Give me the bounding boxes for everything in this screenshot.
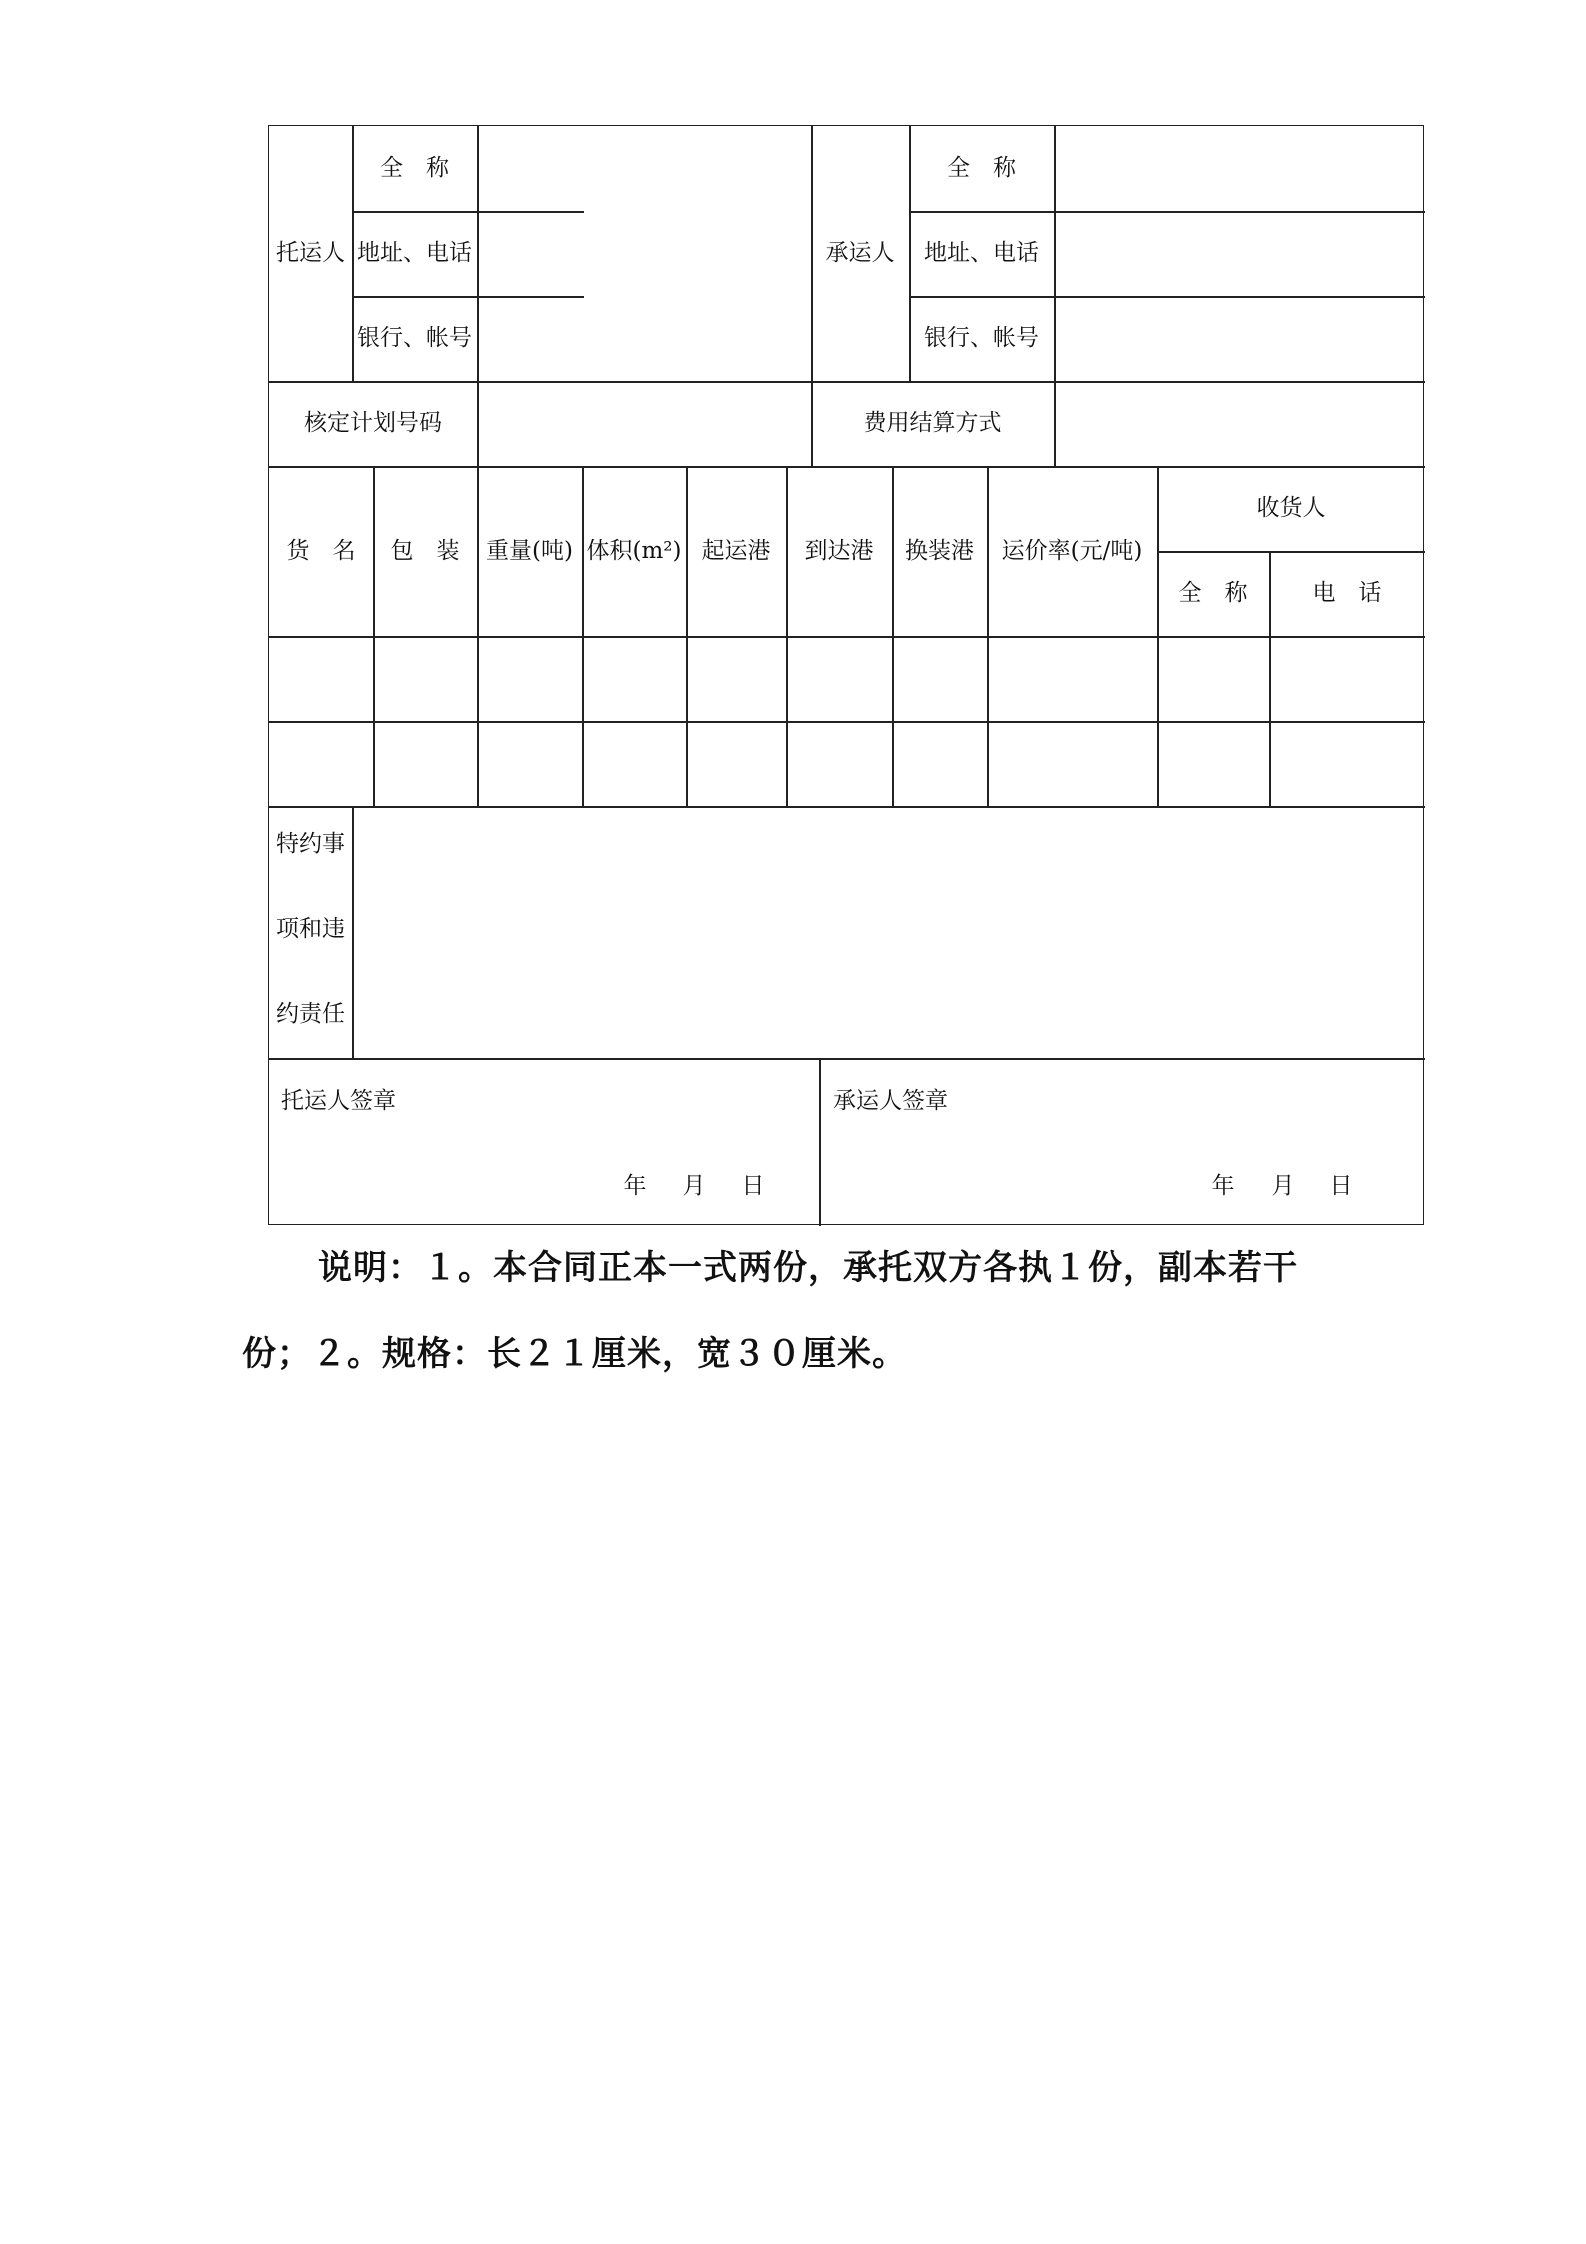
carrier-address-field[interactable]	[1061, 211, 1417, 296]
carrier-sign-month: 月	[1271, 1172, 1295, 1199]
shipper-signature-label: 托运人签章	[281, 1087, 396, 1114]
table-row	[269, 721, 1425, 806]
table-cell[interactable]	[269, 721, 373, 806]
carrier-address-label: 地址、电话	[924, 240, 1039, 266]
table-cell[interactable]	[477, 721, 582, 806]
table-cell[interactable]	[269, 636, 373, 721]
table-cell[interactable]	[582, 721, 686, 806]
table-cell[interactable]	[373, 636, 477, 721]
shipper-address-label: 地址、电话	[357, 240, 472, 266]
special-terms-field[interactable]	[361, 806, 1417, 1058]
carrier-name-field[interactable]	[1061, 126, 1417, 211]
table-cell[interactable]	[892, 636, 987, 721]
carrier-signature-label: 承运人签章	[833, 1087, 948, 1114]
table-cell[interactable]	[892, 721, 987, 806]
header-consignee-phone: 电 话	[1312, 580, 1382, 606]
header-consignee-name: 全 称	[1178, 580, 1248, 606]
carrier-name-label: 全 称	[947, 155, 1016, 181]
header-consignee: 收货人	[1256, 495, 1326, 521]
table-cell[interactable]	[686, 721, 786, 806]
table-cell[interactable]	[1269, 721, 1425, 806]
carrier-bank-field[interactable]	[1061, 296, 1417, 381]
table-row	[269, 636, 1425, 721]
header-volume: 体积(m²)	[586, 537, 682, 564]
table-cell[interactable]	[987, 636, 1157, 721]
carrier-sign-year: 年	[1211, 1172, 1235, 1199]
table-cell[interactable]	[786, 721, 892, 806]
divider	[269, 1058, 1425, 1060]
carrier-bank-label: 银行、帐号	[924, 325, 1039, 351]
shipper-label: 托运人	[276, 240, 345, 266]
table-cell[interactable]	[373, 721, 477, 806]
special-terms-label-line2: 项和违	[276, 915, 345, 942]
shipper-signature-area[interactable]	[269, 1126, 599, 1216]
special-terms-label-line3: 约责任	[276, 1000, 345, 1027]
transport-contract-form	[268, 125, 1424, 1225]
divider	[477, 126, 479, 466]
shipper-name-field[interactable]	[483, 126, 803, 211]
note-line-1: 说明：１。本合同正本一式两份，承托双方各执１份，副本若干	[318, 1248, 1298, 1288]
header-cargo-name: 货 名	[286, 537, 356, 564]
shipper-address-field[interactable]	[483, 211, 803, 296]
shipper-sign-month: 月	[682, 1172, 706, 1199]
shipper-bank-field[interactable]	[483, 296, 803, 381]
shipper-sign-day: 日	[741, 1172, 765, 1199]
divider	[352, 806, 354, 1058]
shipper-name-label: 全 称	[380, 155, 449, 181]
shipper-sign-year: 年	[623, 1172, 647, 1199]
carrier-signature-area[interactable]	[821, 1126, 1191, 1216]
plan-number-label: 核定计划号码	[304, 410, 442, 436]
header-weight: 重量(吨)	[486, 537, 573, 564]
plan-number-field[interactable]	[483, 381, 803, 466]
carrier-sign-day: 日	[1329, 1172, 1353, 1199]
table-cell[interactable]	[477, 636, 582, 721]
table-cell[interactable]	[1157, 721, 1269, 806]
table-cell[interactable]	[582, 636, 686, 721]
header-destination-port: 到达港	[804, 537, 874, 564]
table-cell[interactable]	[1157, 636, 1269, 721]
table-cell[interactable]	[1269, 636, 1425, 721]
header-origin-port: 起运港	[701, 537, 771, 564]
shipper-bank-label: 银行、帐号	[357, 325, 472, 351]
header-packaging: 包 装	[390, 537, 460, 564]
divider	[1054, 126, 1056, 466]
note-line-2: 份；２。规格：长２１厘米，宽３０厘米。	[242, 1334, 907, 1374]
table-cell[interactable]	[686, 636, 786, 721]
table-cell[interactable]	[786, 636, 892, 721]
special-terms-label-line1: 特约事	[276, 830, 345, 857]
header-transfer-port: 换装港	[905, 537, 974, 564]
settlement-method-field[interactable]	[1061, 381, 1417, 466]
settlement-method-label: 费用结算方式	[863, 410, 1002, 436]
carrier-label: 承运人	[825, 240, 895, 266]
header-freight-rate: 运价率(元/吨)	[1001, 537, 1143, 564]
table-cell[interactable]	[987, 721, 1157, 806]
